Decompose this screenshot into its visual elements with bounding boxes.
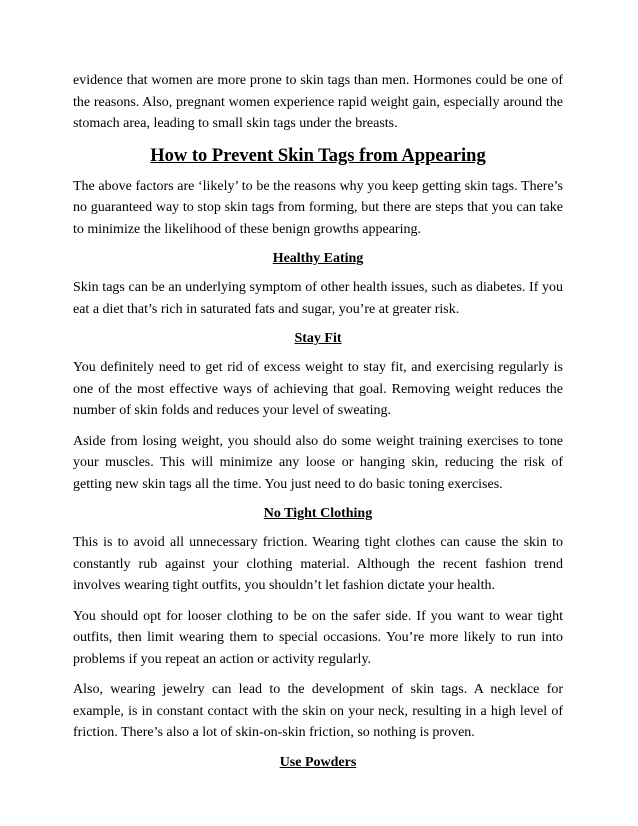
- intro-paragraph: evidence that women are more prone to skin tags than men. Hormones could be one of the reasons. Also, pregnant women experience rapid weight gain, especially around the stomach area, leading to small skin tags under the breasts.: [73, 73, 563, 131]
- document-page: [73, 70, 563, 781]
- clothing-paragraph-2: You should opt for looser clothing to be on the safer side. If you want to wear tight outfits, then limit wearing them to special occasions. You’re more likely to run into problems if you repeat an action or activity regularly.: [73, 608, 563, 667]
- stay-fit-paragraph-1: You definitely need to get rid of excess weight to stay fit, and exercising regularly is one of the most effective ways of achieving that goal. Removing weight reduces the number of skin folds and reduces your level of sweating.: [73, 360, 563, 418]
- clothing-paragraph-3: Also, wearing jewelry can lead to the development of skin tags. A necklace for example, is in constant contact with the skin on your neck, resulting in a high level of friction. There’s also a lot of skin-on-skin friction, so nothing is proven.: [73, 682, 563, 740]
- subheading-healthy-eating: Healthy Eating: [272, 251, 364, 266]
- prevent-intro-paragraph: The above factors are ‘likely’ to be the reasons why you keep getting skin tags. There’s no guaranteed way to stop skin tags from forming, but there are steps that you can take to minimize the likelihood of these benign growths appearing.: [73, 178, 563, 237]
- subheading-no-tight-clothing: No Tight Clothing: [263, 506, 373, 521]
- clothing-paragraph-1: This is to avoid all unnecessary friction. Wearing tight clothes can cause the skin to constantly rub against your clothing material. Although the recent fashion trend involves wearing tight outfits, you shouldn’t let fashion dictate your health.: [73, 535, 563, 593]
- subheading-stay-fit: Stay Fit: [294, 331, 342, 346]
- section-heading-prevent-skin-tags: How to Prevent Skin Tags from Appearing: [150, 145, 486, 166]
- stay-fit-paragraph-2: Aside from losing weight, you should also do some weight training exercises to tone your muscles. This will minimize any loose or hanging skin, reducing the risk of getting new skin tags all the time. You just need to do basic toning exercises.: [73, 433, 563, 492]
- subheading-use-powders: Use Powders: [279, 754, 357, 770]
- healthy-eating-paragraph: Skin tags can be an underlying symptom of other health issues, such as diabetes. If you eat a diet that’s rich in saturated fats and sugar, you’re at greater risk.: [73, 280, 563, 317]
